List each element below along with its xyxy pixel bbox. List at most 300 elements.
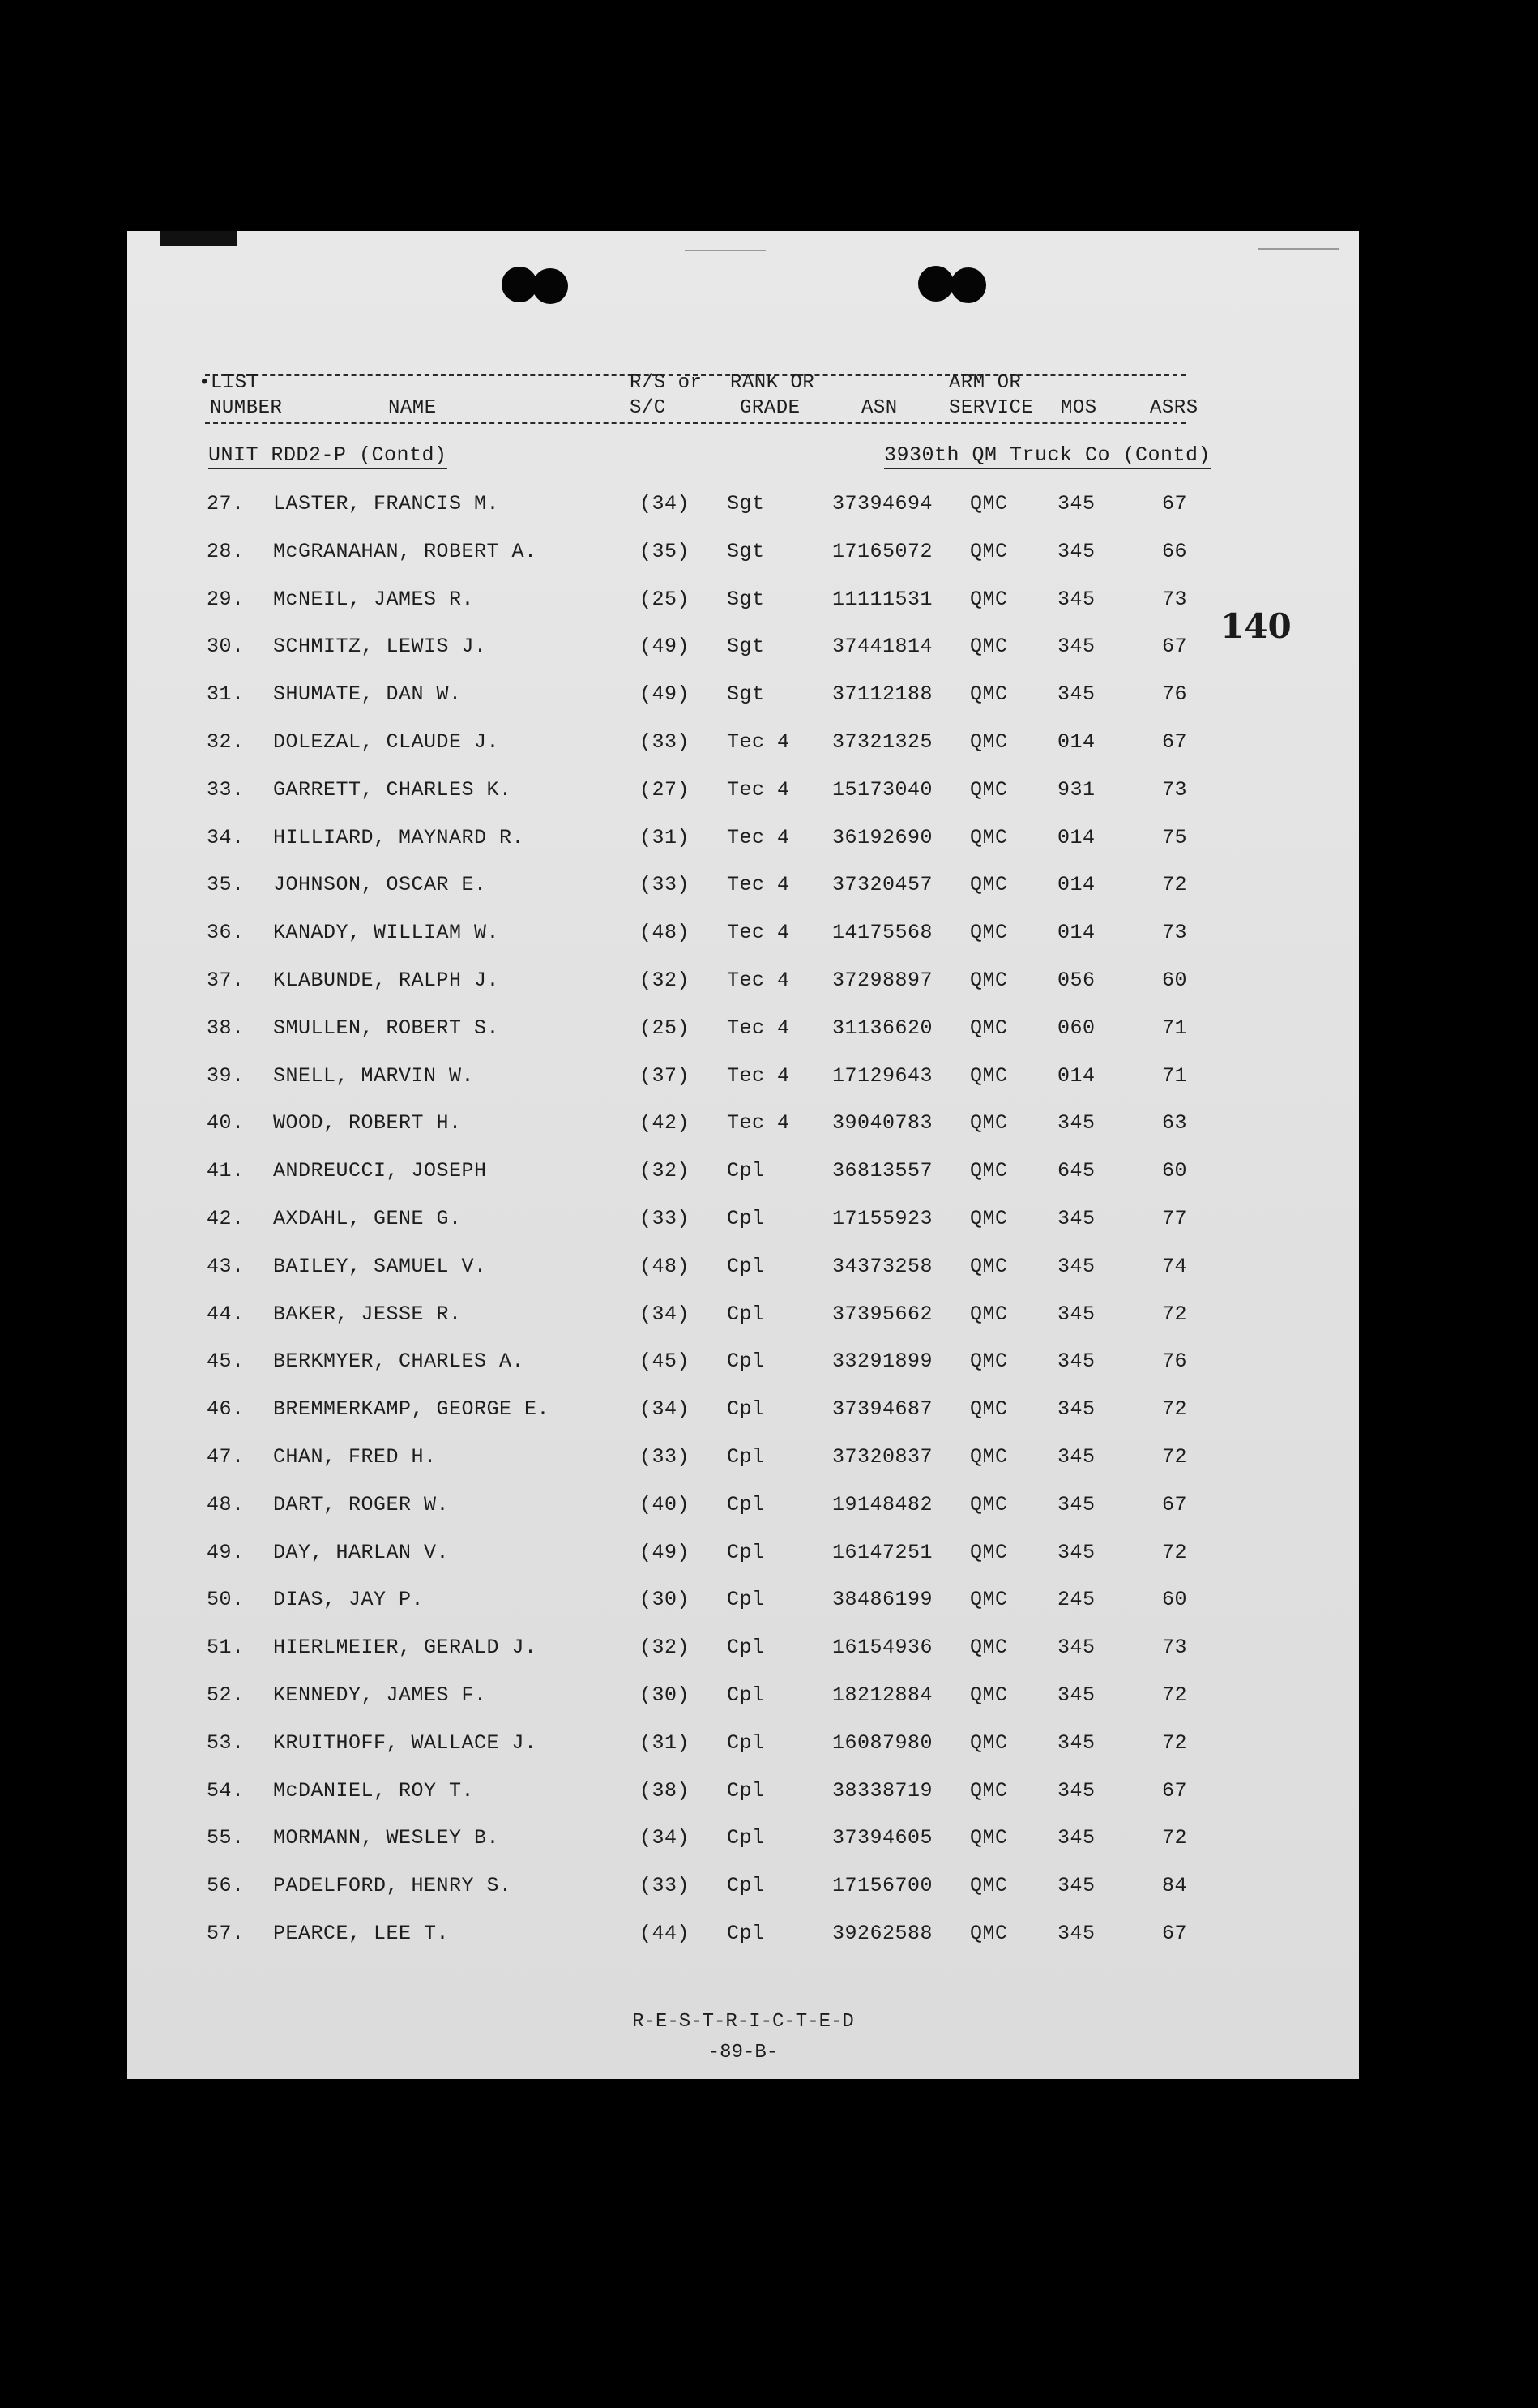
roster-row <box>127 1826 1359 1858</box>
row-name: DAY, HARLAN V. <box>273 1540 450 1564</box>
roster-row <box>127 873 1359 905</box>
row-name: CHAN, FRED H. <box>273 1445 437 1469</box>
row-asn: 14175568 <box>832 921 933 945</box>
roster-row <box>127 1779 1359 1811</box>
row-rank: Cpl <box>727 1492 765 1516</box>
row-asrs: 67 <box>1162 730 1188 754</box>
row-rank: Cpl <box>727 1349 765 1374</box>
row-mos: 345 <box>1057 492 1096 515</box>
row-name: KLABUNDE, RALPH J. <box>273 969 500 992</box>
roster-row <box>127 540 1359 572</box>
row-mos: 345 <box>1057 539 1096 563</box>
row-rank: Tec 4 <box>727 730 790 754</box>
row-asrs: 67 <box>1162 492 1188 515</box>
roster-row <box>127 635 1359 667</box>
row-asrs: 72 <box>1162 1826 1188 1850</box>
header-list-number-1: •LIST <box>199 372 259 394</box>
row-asn: 36813557 <box>832 1159 933 1183</box>
row-list-number: 49. <box>207 1540 245 1564</box>
row-asrs: 76 <box>1162 1349 1188 1374</box>
row-arm-service: QMC <box>970 492 1008 515</box>
row-asn: 38338719 <box>832 1778 933 1803</box>
row-mos: 345 <box>1057 1778 1096 1803</box>
row-name: SCHMITZ, LEWIS J. <box>273 635 487 659</box>
row-rs-sc: (27) <box>639 777 690 802</box>
row-rs-sc: (49) <box>639 682 690 707</box>
row-mos: 345 <box>1057 1492 1096 1516</box>
row-name: GARRETT, CHARLES K. <box>273 777 512 802</box>
row-name: DART, ROGER W. <box>273 1492 450 1516</box>
row-asrs: 67 <box>1162 1492 1188 1516</box>
roster-row <box>127 1922 1359 1954</box>
roster-row <box>127 1255 1359 1287</box>
row-arm-service: QMC <box>970 1683 1008 1707</box>
row-arm-service: QMC <box>970 1445 1008 1469</box>
header-arm-2: SERVICE <box>949 397 1034 419</box>
header-rank-2: GRADE <box>740 397 801 419</box>
row-mos: 345 <box>1057 1445 1096 1469</box>
row-arm-service: QMC <box>970 635 1008 659</box>
row-rank: Cpl <box>727 1730 765 1755</box>
row-asn: 37321325 <box>832 730 933 754</box>
row-asrs: 77 <box>1162 1207 1188 1230</box>
roster-row <box>127 1445 1359 1478</box>
row-asn: 38486199 <box>832 1588 933 1612</box>
row-arm-service: QMC <box>970 825 1008 849</box>
row-asn: 37395662 <box>832 1302 933 1326</box>
header-asn: ASN <box>861 397 898 419</box>
row-mos: 345 <box>1057 1730 1096 1755</box>
row-name: HILLIARD, MAYNARD R. <box>273 825 525 849</box>
row-list-number: 31. <box>207 682 245 707</box>
row-asn: 31136620 <box>832 1016 933 1040</box>
row-list-number: 41. <box>207 1159 245 1183</box>
row-asrs: 72 <box>1162 1540 1188 1564</box>
row-rs-sc: (48) <box>639 921 690 945</box>
row-asrs: 74 <box>1162 1254 1188 1278</box>
row-mos: 931 <box>1057 777 1096 802</box>
roster-row <box>127 1493 1359 1525</box>
row-asrs: 73 <box>1162 587 1188 611</box>
row-mos: 345 <box>1057 1874 1096 1898</box>
row-asn: 37394694 <box>832 492 933 515</box>
binder-hole-3 <box>918 266 954 302</box>
row-asrs: 75 <box>1162 825 1188 849</box>
row-name: McGRANAHAN, ROBERT A. <box>273 539 537 563</box>
row-list-number: 52. <box>207 1683 245 1707</box>
row-arm-service: QMC <box>970 1063 1008 1088</box>
row-arm-service: QMC <box>970 1111 1008 1136</box>
row-mos: 645 <box>1057 1159 1096 1183</box>
row-list-number: 57. <box>207 1922 245 1945</box>
roster-row <box>127 826 1359 858</box>
row-name: SNELL, MARVIN W. <box>273 1063 475 1088</box>
row-rs-sc: (30) <box>639 1588 690 1612</box>
row-rs-sc: (31) <box>639 825 690 849</box>
row-rs-sc: (34) <box>639 1397 690 1422</box>
row-asn: 16087980 <box>832 1730 933 1755</box>
row-asn: 37441814 <box>832 635 933 659</box>
row-mos: 014 <box>1057 825 1096 849</box>
row-mos: 056 <box>1057 969 1096 992</box>
row-asrs: 72 <box>1162 1397 1188 1422</box>
row-rank: Sgt <box>727 682 765 707</box>
row-mos: 345 <box>1057 1254 1096 1278</box>
row-list-number: 40. <box>207 1111 245 1136</box>
row-rank: Cpl <box>727 1445 765 1469</box>
row-arm-service: QMC <box>970 921 1008 945</box>
row-asn: 17156700 <box>832 1874 933 1898</box>
row-arm-service: QMC <box>970 1588 1008 1612</box>
row-asn: 37320837 <box>832 1445 933 1469</box>
row-list-number: 32. <box>207 730 245 754</box>
roster-row <box>127 1207 1359 1239</box>
row-rank: Cpl <box>727 1159 765 1183</box>
row-name: AXDAHL, GENE G. <box>273 1207 462 1230</box>
row-rank: Sgt <box>727 539 765 563</box>
row-rs-sc: (49) <box>639 1540 690 1564</box>
row-rs-sc: (38) <box>639 1778 690 1803</box>
row-asrs: 73 <box>1162 1636 1188 1660</box>
row-name: DOLEZAL, CLAUDE J. <box>273 730 500 754</box>
row-list-number: 34. <box>207 825 245 849</box>
row-rs-sc: (33) <box>639 1207 690 1230</box>
row-rank: Cpl <box>727 1540 765 1564</box>
row-arm-service: QMC <box>970 1016 1008 1040</box>
row-mos: 014 <box>1057 1063 1096 1088</box>
row-arm-service: QMC <box>970 1636 1008 1660</box>
row-asn: 37394605 <box>832 1826 933 1850</box>
row-arm-service: QMC <box>970 1349 1008 1374</box>
row-list-number: 46. <box>207 1397 245 1422</box>
roster-row <box>127 1731 1359 1764</box>
unit-label: UNIT RDD2-P (Contd) <box>208 443 447 469</box>
binder-hole-2 <box>532 268 568 304</box>
row-name: PADELFORD, HENRY S. <box>273 1874 512 1898</box>
row-rank: Cpl <box>727 1778 765 1803</box>
row-name: BAKER, JESSE R. <box>273 1302 462 1326</box>
row-rank: Tec 4 <box>727 969 790 992</box>
roster-row <box>127 1064 1359 1097</box>
row-list-number: 39. <box>207 1063 245 1088</box>
row-name: MORMANN, WESLEY B. <box>273 1826 500 1850</box>
header-bottom-rule <box>205 422 1186 424</box>
row-mos: 345 <box>1057 1636 1096 1660</box>
binder-hole-4 <box>951 267 986 303</box>
roster-row <box>127 1111 1359 1144</box>
row-rank: Cpl <box>727 1922 765 1945</box>
row-asn: 37298897 <box>832 969 933 992</box>
row-name: BREMMERKAMP, GEORGE E. <box>273 1397 550 1422</box>
row-arm-service: QMC <box>970 1397 1008 1422</box>
row-asrs: 72 <box>1162 1445 1188 1469</box>
row-rank: Tec 4 <box>727 1016 790 1040</box>
row-arm-service: QMC <box>970 1540 1008 1564</box>
roster-row <box>127 730 1359 763</box>
row-mos: 345 <box>1057 587 1096 611</box>
row-rs-sc: (48) <box>639 1254 690 1278</box>
row-rs-sc: (33) <box>639 873 690 897</box>
row-list-number: 29. <box>207 587 245 611</box>
row-rs-sc: (40) <box>639 1492 690 1516</box>
row-name: JOHNSON, OSCAR E. <box>273 873 487 897</box>
header-list-number-2: NUMBER <box>210 397 283 419</box>
row-arm-service: QMC <box>970 1874 1008 1898</box>
row-rs-sc: (34) <box>639 492 690 515</box>
row-mos: 345 <box>1057 1826 1096 1850</box>
row-rs-sc: (35) <box>639 539 690 563</box>
row-asn: 39040783 <box>832 1111 933 1136</box>
roster-row <box>127 1683 1359 1716</box>
row-arm-service: QMC <box>970 1730 1008 1755</box>
row-name: KRUITHOFF, WALLACE J. <box>273 1730 537 1755</box>
header-name: NAME <box>388 397 437 419</box>
page-number: -89-B- <box>707 2042 779 2064</box>
row-asrs: 73 <box>1162 777 1188 802</box>
row-asn: 19148482 <box>832 1492 933 1516</box>
roster-row <box>127 1541 1359 1573</box>
row-arm-service: QMC <box>970 777 1008 802</box>
row-rank: Cpl <box>727 1826 765 1850</box>
row-list-number: 30. <box>207 635 245 659</box>
row-rank: Cpl <box>727 1874 765 1898</box>
row-rank: Cpl <box>727 1683 765 1707</box>
row-name: HIERLMEIER, GERALD J. <box>273 1636 537 1660</box>
row-rank: Cpl <box>727 1254 765 1278</box>
row-arm-service: QMC <box>970 1207 1008 1230</box>
row-arm-service: QMC <box>970 682 1008 707</box>
row-rs-sc: (49) <box>639 635 690 659</box>
row-arm-service: QMC <box>970 1492 1008 1516</box>
row-rs-sc: (33) <box>639 730 690 754</box>
row-asn: 17129643 <box>832 1063 933 1088</box>
roster-row <box>127 1349 1359 1382</box>
roster-row <box>127 1302 1359 1335</box>
row-rs-sc: (32) <box>639 969 690 992</box>
row-rank: Tec 4 <box>727 777 790 802</box>
top-edge-mark <box>1258 248 1339 250</box>
row-mos: 345 <box>1057 1207 1096 1230</box>
row-mos: 245 <box>1057 1588 1096 1612</box>
row-rs-sc: (34) <box>639 1826 690 1850</box>
row-list-number: 48. <box>207 1492 245 1516</box>
roster-row <box>127 1588 1359 1620</box>
row-name: WOOD, ROBERT H. <box>273 1111 462 1136</box>
row-rank: Sgt <box>727 492 765 515</box>
row-rs-sc: (32) <box>639 1636 690 1660</box>
top-edge-mark <box>685 250 766 251</box>
row-asrs: 67 <box>1162 1778 1188 1803</box>
corner-tape-mark <box>160 231 237 246</box>
row-rank: Tec 4 <box>727 921 790 945</box>
row-asrs: 72 <box>1162 1302 1188 1326</box>
row-name: McDANIEL, ROY T. <box>273 1778 475 1803</box>
row-mos: 345 <box>1057 1540 1096 1564</box>
row-asrs: 63 <box>1162 1111 1188 1136</box>
row-name: SMULLEN, ROBERT S. <box>273 1016 500 1040</box>
row-arm-service: QMC <box>970 1159 1008 1183</box>
roster-row <box>127 778 1359 811</box>
row-mos: 014 <box>1057 921 1096 945</box>
row-asn: 15173040 <box>832 777 933 802</box>
row-rs-sc: (44) <box>639 1922 690 1945</box>
roster-row <box>127 1016 1359 1049</box>
row-rs-sc: (45) <box>639 1349 690 1374</box>
row-arm-service: QMC <box>970 730 1008 754</box>
row-mos: 345 <box>1057 1922 1096 1945</box>
roster-row <box>127 682 1359 715</box>
row-arm-service: QMC <box>970 1254 1008 1278</box>
row-rs-sc: (37) <box>639 1063 690 1088</box>
row-mos: 060 <box>1057 1016 1096 1040</box>
row-asn: 37394687 <box>832 1397 933 1422</box>
row-asn: 34373258 <box>832 1254 933 1278</box>
row-list-number: 28. <box>207 539 245 563</box>
row-asn: 39262588 <box>832 1922 933 1945</box>
row-asn: 18212884 <box>832 1683 933 1707</box>
header-rs-2: S/C <box>630 397 666 419</box>
row-list-number: 53. <box>207 1730 245 1755</box>
row-list-number: 51. <box>207 1636 245 1660</box>
row-mos: 345 <box>1057 682 1096 707</box>
row-rs-sc: (33) <box>639 1874 690 1898</box>
row-arm-service: QMC <box>970 1302 1008 1326</box>
row-asn: 33291899 <box>832 1349 933 1374</box>
row-asrs: 72 <box>1162 873 1188 897</box>
row-asrs: 67 <box>1162 1922 1188 1945</box>
document-page <box>127 231 1359 2079</box>
row-name: SHUMATE, DAN W. <box>273 682 462 707</box>
row-arm-service: QMC <box>970 873 1008 897</box>
row-list-number: 36. <box>207 921 245 945</box>
row-list-number: 38. <box>207 1016 245 1040</box>
row-list-number: 27. <box>207 492 245 515</box>
row-asrs: 71 <box>1162 1063 1188 1088</box>
row-asn: 17165072 <box>832 539 933 563</box>
row-asrs: 60 <box>1162 1588 1188 1612</box>
roster-row <box>127 492 1359 524</box>
row-name: ANDREUCCI, JOSEPH <box>273 1159 487 1183</box>
row-name: BAILEY, SAMUEL V. <box>273 1254 487 1278</box>
roster-row <box>127 969 1359 1001</box>
row-mos: 345 <box>1057 1683 1096 1707</box>
roster-row <box>127 1397 1359 1430</box>
classification-marking: R-E-S-T-R-I-C-T-E-D <box>632 2011 854 2033</box>
row-mos: 345 <box>1057 1302 1096 1326</box>
row-rank: Tec 4 <box>727 1063 790 1088</box>
row-rs-sc: (25) <box>639 587 690 611</box>
row-arm-service: QMC <box>970 1826 1008 1850</box>
row-list-number: 45. <box>207 1349 245 1374</box>
row-list-number: 33. <box>207 777 245 802</box>
row-asn: 16147251 <box>832 1540 933 1564</box>
row-list-number: 42. <box>207 1207 245 1230</box>
row-name: LASTER, FRANCIS M. <box>273 492 500 515</box>
roster-row <box>127 1159 1359 1191</box>
row-rs-sc: (31) <box>639 1730 690 1755</box>
roster-row <box>127 921 1359 953</box>
row-rs-sc: (32) <box>639 1159 690 1183</box>
row-arm-service: QMC <box>970 539 1008 563</box>
row-rank: Sgt <box>727 635 765 659</box>
row-arm-service: QMC <box>970 969 1008 992</box>
roster-row <box>127 1874 1359 1906</box>
row-name: DIAS, JAY P. <box>273 1588 425 1612</box>
row-asn: 36192690 <box>832 825 933 849</box>
row-rs-sc: (30) <box>639 1683 690 1707</box>
header-asrs: ASRS <box>1150 397 1198 419</box>
row-rs-sc: (33) <box>639 1445 690 1469</box>
header-arm-1: ARM OR <box>949 372 1022 394</box>
row-list-number: 56. <box>207 1874 245 1898</box>
row-list-number: 35. <box>207 873 245 897</box>
margin-number: 140 <box>1220 606 1292 646</box>
row-rank: Cpl <box>727 1588 765 1612</box>
row-rank: Sgt <box>727 587 765 611</box>
row-asrs: 60 <box>1162 969 1188 992</box>
row-list-number: 50. <box>207 1588 245 1612</box>
row-list-number: 44. <box>207 1302 245 1326</box>
row-asn: 37320457 <box>832 873 933 897</box>
row-mos: 014 <box>1057 730 1096 754</box>
row-name: KENNEDY, JAMES F. <box>273 1683 487 1707</box>
row-list-number: 55. <box>207 1826 245 1850</box>
row-mos: 345 <box>1057 1349 1096 1374</box>
row-name: KANADY, WILLIAM W. <box>273 921 500 945</box>
company-label: 3930th QM Truck Co (Contd) <box>884 443 1211 469</box>
row-name: PEARCE, LEE T. <box>273 1922 450 1945</box>
row-rank: Cpl <box>727 1207 765 1230</box>
row-asrs: 60 <box>1162 1159 1188 1183</box>
roster-row <box>127 1636 1359 1668</box>
row-rs-sc: (34) <box>639 1302 690 1326</box>
row-asrs: 67 <box>1162 635 1188 659</box>
row-asn: 17155923 <box>832 1207 933 1230</box>
row-list-number: 37. <box>207 969 245 992</box>
row-asrs: 73 <box>1162 921 1188 945</box>
row-rank: Cpl <box>727 1397 765 1422</box>
row-asn: 16154936 <box>832 1636 933 1660</box>
row-asrs: 66 <box>1162 539 1188 563</box>
row-rs-sc: (42) <box>639 1111 690 1136</box>
row-asn: 11111531 <box>832 587 933 611</box>
roster-row <box>127 588 1359 620</box>
row-asrs: 71 <box>1162 1016 1188 1040</box>
row-list-number: 43. <box>207 1254 245 1278</box>
row-list-number: 54. <box>207 1778 245 1803</box>
row-name: BERKMYER, CHARLES A. <box>273 1349 525 1374</box>
row-mos: 345 <box>1057 1397 1096 1422</box>
header-mos: MOS <box>1061 397 1097 419</box>
row-rank: Tec 4 <box>727 1111 790 1136</box>
row-name: McNEIL, JAMES R. <box>273 587 475 611</box>
row-mos: 014 <box>1057 873 1096 897</box>
row-arm-service: QMC <box>970 1922 1008 1945</box>
row-rank: Cpl <box>727 1636 765 1660</box>
row-mos: 345 <box>1057 635 1096 659</box>
row-asrs: 72 <box>1162 1730 1188 1755</box>
row-rank: Cpl <box>727 1302 765 1326</box>
row-asn: 37112188 <box>832 682 933 707</box>
row-rs-sc: (25) <box>639 1016 690 1040</box>
row-arm-service: QMC <box>970 587 1008 611</box>
row-list-number: 47. <box>207 1445 245 1469</box>
row-asrs: 72 <box>1162 1683 1188 1707</box>
row-asrs: 76 <box>1162 682 1188 707</box>
header-rs-1: R/S or <box>630 372 703 394</box>
row-arm-service: QMC <box>970 1778 1008 1803</box>
row-rank: Tec 4 <box>727 873 790 897</box>
